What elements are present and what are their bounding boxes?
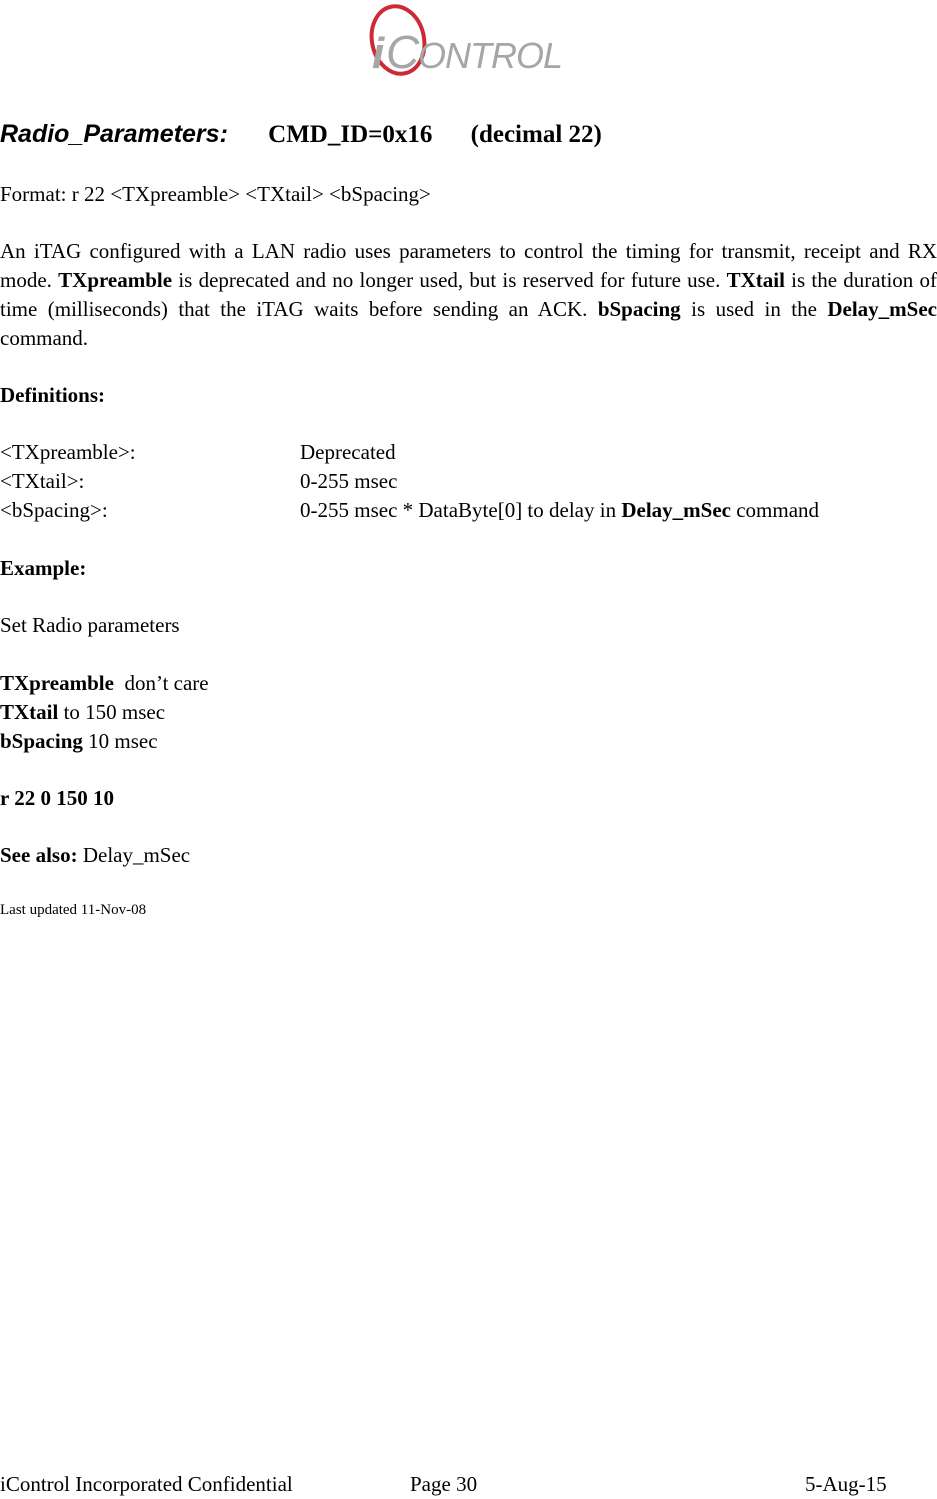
see-also-label: See also: xyxy=(0,843,78,867)
example-intro: Set Radio parameters xyxy=(0,613,180,637)
example-command: r 22 0 150 10 xyxy=(0,786,114,810)
description-text: command. xyxy=(0,326,89,350)
command-name: Radio_Parameters xyxy=(0,120,220,148)
command-id: CMD_ID=0x16 xyxy=(268,121,433,148)
description-text: is the duration of time (milliseconds) that the iTAG waits before sending an ACK. xyxy=(0,268,937,321)
definition-row xyxy=(0,467,937,496)
definition-term: <TXtail>: xyxy=(0,469,85,493)
example-param-text: 10 msec xyxy=(82,729,158,753)
description-term-bspacing: bSpacing xyxy=(597,297,681,321)
svg-text:C: C xyxy=(386,26,420,78)
command-decimal: (decimal 22) xyxy=(470,121,602,148)
example-param xyxy=(0,727,158,756)
description-term-txpreamble: TXpreamble xyxy=(58,268,173,292)
svg-text:i: i xyxy=(372,29,385,78)
footer-date: 5-Aug-15 xyxy=(805,1472,887,1496)
format-line: Format: r 22 <TXpreamble> <TXtail> <bSpacing> xyxy=(0,182,431,206)
example-param xyxy=(0,669,209,698)
description-term-txtail: TXtail xyxy=(726,268,785,292)
definition-value: 0-255 msec xyxy=(300,469,398,493)
definition-row xyxy=(0,496,937,525)
description-text: An iTAG configured with a LAN radio uses parameters to control the timing for transmit, receipt and RX mode. xyxy=(0,239,937,292)
definition-value-end: command xyxy=(730,498,820,522)
example-param-name: TXtail xyxy=(0,700,59,724)
example-param xyxy=(0,698,165,727)
svg-text:ONTROL: ONTROL xyxy=(418,35,563,76)
command-name-colon: : xyxy=(219,120,228,148)
see-also xyxy=(0,841,190,870)
definition-value-bold: Delay_mSec xyxy=(621,498,731,522)
definition-value: Deprecated xyxy=(300,440,396,464)
page-footer xyxy=(0,1470,937,1499)
definition-value xyxy=(300,496,819,525)
icontrol-logo xyxy=(360,0,575,95)
definition-row xyxy=(0,438,937,467)
example-param-text: to 150 msec xyxy=(58,700,166,724)
description-term-delay-msec: Delay_mSec xyxy=(827,297,937,321)
description-text: is used in the xyxy=(680,297,828,321)
definition-value-text: 0-255 msec * DataByte[0] to delay in xyxy=(300,498,622,522)
definition-term: <TXpreamble>: xyxy=(0,440,136,464)
see-also-link[interactable]: Delay_mSec xyxy=(77,843,191,867)
definitions-title: Definitions: xyxy=(0,383,105,407)
command-heading xyxy=(0,116,602,153)
description-text: is deprecated and no longer used, but is reserved for future use. xyxy=(172,268,727,292)
example-param-name: bSpacing xyxy=(0,729,83,753)
definition-term: <bSpacing>: xyxy=(0,498,108,522)
example-param-text: don’t care xyxy=(113,671,209,695)
example-title: Example: xyxy=(0,556,87,580)
example-param-name: TXpreamble xyxy=(0,671,114,695)
footer-page-number: Page 30 xyxy=(410,1472,478,1496)
last-updated: Last updated 11-Nov-08 xyxy=(0,902,147,918)
footer-company: iControl Incorporated Confidential xyxy=(0,1472,293,1496)
description-paragraph xyxy=(0,237,937,353)
